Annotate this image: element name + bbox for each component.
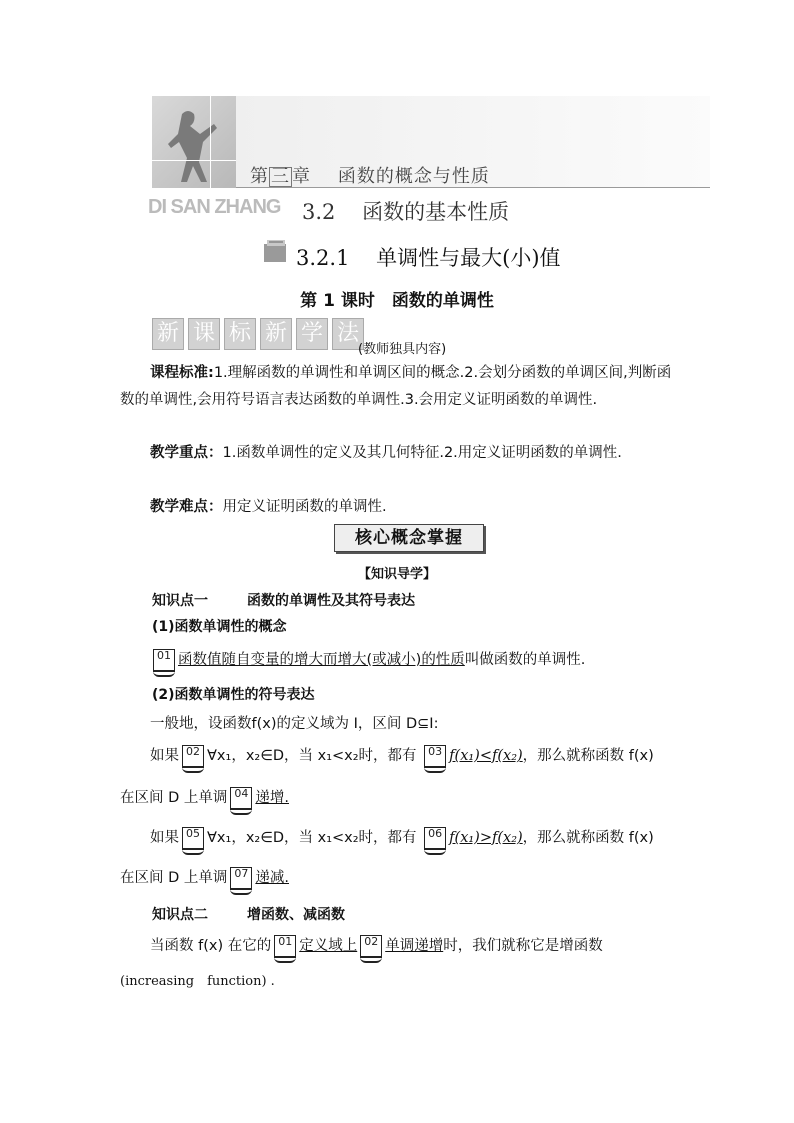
blank-number: 07	[230, 867, 252, 890]
subsection-title: 单调性与最大(小)值	[376, 246, 561, 270]
kp1-sub1: (1)函数单调性的概念	[152, 619, 287, 635]
lesson-title: 第 1 课时 函数的单调性	[300, 291, 494, 311]
kp1-title: 函数的单调性及其符号表达	[247, 593, 415, 609]
line-text: ，那么就称函数 f(x)	[522, 748, 654, 764]
blank-answer: 单调递增	[385, 938, 444, 954]
section-heading	[302, 196, 509, 226]
blank-answer: 函数值随自变量的增大而增大(或减小)的性质	[178, 652, 465, 668]
blank-number: 02	[182, 745, 204, 768]
line-text: 当函数 f(x) 在它的	[150, 938, 272, 954]
subsection-heading	[296, 242, 561, 272]
blank-answer: 定义域上	[299, 938, 358, 954]
knowledge-point-2-heading	[152, 904, 345, 924]
blank-number: 06	[424, 827, 446, 850]
banner-grid-line	[152, 160, 236, 161]
subsection-number: 3.2.1	[296, 246, 350, 270]
line-text: 在区间 D 上单调	[120, 790, 228, 806]
standard-box: 新	[152, 318, 184, 350]
chapter-suffix: 章	[292, 166, 311, 187]
kp2-title: 增函数、减函数	[247, 907, 345, 923]
difficult-points-paragraph	[120, 494, 676, 521]
core-concept-badge: 核心概念掌握	[334, 524, 484, 552]
blank-number: 03	[424, 745, 446, 768]
key-points-label: 教学重点：	[150, 445, 223, 461]
kp2-definition-line	[150, 934, 603, 958]
line-text: 时，我们就称它是增函数	[443, 938, 603, 954]
standard-box: 学	[296, 318, 328, 350]
blank-answer: f(x₁)>f(x₂)	[449, 830, 523, 846]
guide-title: 【知识导学】	[357, 567, 436, 582]
line-text: ∀x₁，x₂∈D，当 x₁<x₂时，都有	[207, 748, 417, 764]
section-title: 函数的基本性质	[362, 200, 510, 224]
blank-answer: f(x₁)<f(x₂)	[449, 748, 523, 764]
standard-box: 标	[224, 318, 256, 350]
standard-box: 法	[332, 318, 364, 350]
line-text: 如果	[150, 748, 179, 764]
blank-number: 05	[182, 827, 204, 850]
blank-number: 02	[360, 935, 382, 958]
blank-number: 01	[274, 935, 296, 958]
curriculum-paragraph	[120, 360, 676, 414]
definition-rest: 叫做函数的单调性.	[464, 652, 586, 668]
knowledge-point-1-heading	[152, 590, 415, 610]
new-standard-banner	[152, 318, 364, 350]
chapter-pinyin: DI SAN ZHANG	[148, 196, 281, 218]
kp2-label: 知识点二	[152, 907, 208, 923]
kp1-intro: 一般地，设函数f(x)的定义域为 I，区间 D⊆I:	[150, 716, 439, 732]
line-text: ∀x₁，x₂∈D，当 x₁<x₂时，都有	[207, 830, 417, 846]
increasing-condition-line	[150, 744, 654, 768]
key-points-text: 1.函数单调性的定义及其几何特征.2.用定义证明函数的单调性.	[222, 445, 622, 461]
kp1-definition-line	[150, 648, 585, 672]
key-points-paragraph	[120, 440, 676, 467]
increasing-result-line	[120, 786, 289, 810]
blank-answer: 递减.	[255, 870, 289, 886]
kp1-label: 知识点一	[152, 593, 208, 609]
chapter-heading	[250, 162, 490, 188]
difficult-points-text: 用定义证明函数的单调性.	[222, 499, 387, 515]
dancer-silhouette-icon	[152, 96, 236, 188]
line-text: 如果	[150, 830, 179, 846]
blank-number: 04	[230, 787, 252, 810]
curriculum-text: 1.理解函数的单调性和单调区间的概念.2.会划分函数的单调区间,判断函数的单调性,会用符号语言表达函数的单调性.3.会用定义证明函数的单调性.	[120, 365, 672, 408]
kp1-sub2: (2)函数单调性的符号表达	[152, 687, 315, 703]
line-text: ，那么就称函数 f(x)	[522, 830, 654, 846]
standard-box: 课	[188, 318, 220, 350]
blank-number: 01	[153, 649, 175, 672]
curriculum-label: 课程标准:	[150, 365, 214, 381]
blank-answer: 递增.	[255, 790, 289, 806]
banner-photo	[152, 96, 236, 188]
chapter-number: 三	[271, 166, 290, 187]
kp2-english: (increasing function) .	[120, 974, 275, 989]
standard-box: 新	[260, 318, 292, 350]
decreasing-result-line	[120, 866, 289, 890]
book-icon	[262, 238, 288, 264]
chapter-title: 函数的概念与性质	[337, 166, 490, 187]
line-text: 在区间 D 上单调	[120, 870, 228, 886]
chapter-prefix: 第	[250, 166, 269, 187]
difficult-points-label: 教学难点：	[150, 499, 223, 515]
teacher-note: (教师独具内容)	[358, 342, 447, 357]
section-number: 3.2	[302, 200, 336, 224]
banner-grid-line	[210, 96, 211, 188]
decreasing-condition-line	[150, 826, 654, 850]
